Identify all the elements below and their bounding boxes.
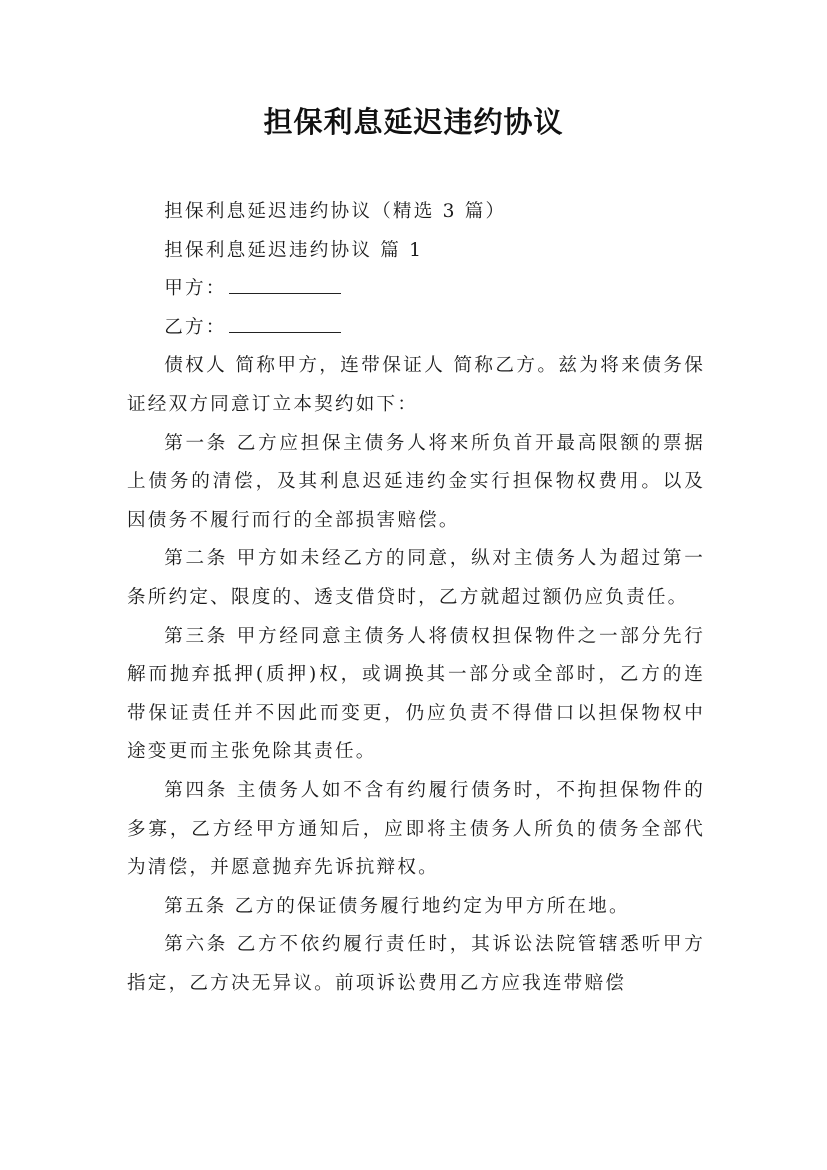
article-2-paragraph: 第二条 甲方如未经乙方的同意，纵对主债务人为超过第一条所约定、限度的、透支借贷时，乙方就超过额仍应负责任。 xyxy=(127,548,705,608)
chapter-heading: 担保利息延迟违约协议 篇 1 xyxy=(164,239,424,261)
article-6-paragraph: 第六条 乙方不依约履行责任时，其诉讼法院管辖悉听甲方指定，乙方决无异议。前项诉讼费用乙方应我连带赔偿 xyxy=(127,934,705,994)
article-1-paragraph: 第一条 乙方应担保主债务人将来所负首开最高限额的票据上债务的清偿，及其利息迟延违约金实行担保物权费用。以及因债务不履行而行的全部损害赔偿。 xyxy=(127,432,705,531)
document-body xyxy=(127,193,705,1003)
party-a-label: 甲方： xyxy=(164,278,227,300)
subtitle-paragraph: 担保利息延迟违约协议（精选 3 篇） xyxy=(164,201,507,222)
party-b-blank xyxy=(229,312,341,333)
party-b-line xyxy=(127,309,705,348)
article-3-paragraph: 第三条 甲方经同意主债务人将债权担保物件之一部分先行解而抛弃抵押(质押)权，或调换其一部分或全部时，乙方的连带保证责任并不因此而变更，仍应负责不得借口以担保物权中途变更而主张免除其责任。 xyxy=(127,625,705,763)
document-title: 担保利息延迟违约协议 xyxy=(263,105,564,139)
intro-paragraph: 债权人 简称甲方，连带保证人 简称乙方。兹为将来债务保证经双方同意订立本契约如下： xyxy=(127,355,705,415)
article-5-paragraph: 第五条 乙方的保证债务履行地约定为甲方所在地。 xyxy=(164,895,630,917)
party-a-blank xyxy=(229,273,341,294)
article-4-paragraph: 第四条 主债务人如不含有约履行债务时，不拘担保物件的多寡，乙方经甲方通知后，应即将主债务人所负的债务全部代为清偿，并愿意抛弃先诉抗辩权。 xyxy=(127,779,705,879)
party-b-label: 乙方： xyxy=(164,316,227,338)
party-a-line xyxy=(127,270,705,309)
